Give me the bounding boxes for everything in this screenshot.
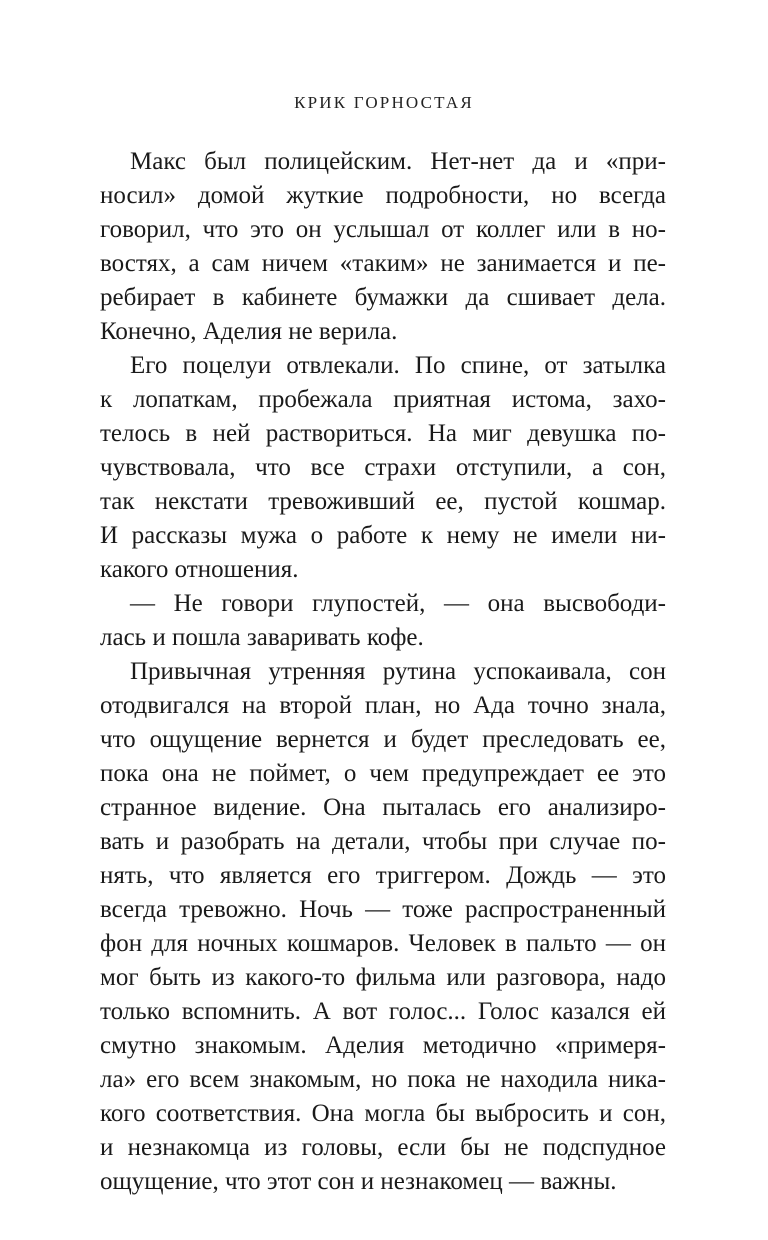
paragraph-1: [100, 145, 666, 349]
text-line: ребирает в кабинете бумажки да сшивает дела.: [100, 284, 666, 311]
text-line: мог быть из какого-то фильма или разговора, надо: [100, 964, 666, 991]
text-line: что ощущение вернется и будет преследовать ее,: [100, 726, 666, 753]
text-line: востях, а сам ничем «таким» не занимается и пе-: [100, 250, 666, 277]
text-line: носил» домой жуткие подробности, но всегда: [100, 182, 666, 209]
text-line: — Не говори глупостей, — она высвободи-: [130, 590, 666, 617]
text-line: Конечно, Аделия не верила.: [100, 318, 398, 345]
text-line: вать и разобрать на детали, чтобы при случае по-: [100, 828, 666, 855]
text-line: ощущение, что этот сон и незнакомец — важны.: [100, 1168, 617, 1195]
text-line: странное видение. Она пыталась его анализиро-: [100, 794, 666, 821]
text-line: телось в ней раствориться. На миг девушка по-: [100, 420, 666, 447]
text-line: Привычная утренняя рутина успокаивала, сон: [130, 658, 666, 685]
text-line: только вспомнить. А вот голос... Голос казался ей: [100, 998, 666, 1025]
text-line: пока она не поймет, о чем предупреждает ее это: [100, 760, 666, 787]
paragraph-3: [100, 587, 666, 655]
text-line: всегда тревожно. Ночь — тоже распространенный: [100, 896, 666, 923]
body-text: [100, 145, 666, 1199]
text-line: нять, что является его триггером. Дождь — это: [100, 862, 666, 889]
text-line: И рассказы мужа о работе к нему не имели ни-: [100, 522, 666, 549]
running-head: КРИК ГОРНОСТАЯ: [294, 93, 474, 112]
text-line: фон для ночных кошмаров. Человек в пальто — он: [100, 930, 666, 957]
text-line: и незнакомца из головы, если бы не подспудное: [100, 1134, 666, 1161]
text-line: чувствовала, что все страхи отступили, а сон,: [100, 454, 666, 481]
text-line: кого соответствия. Она могла бы выбросить и сон,: [100, 1100, 666, 1127]
text-line: говорил, что это он услышал от коллег или в но-: [100, 216, 666, 243]
text-line: к лопаткам, пробежала приятная истома, захо-: [100, 386, 666, 413]
text-line: ла» его всем знакомым, но пока не находила ника-: [100, 1066, 666, 1093]
text-line: Его поцелуи отвлекали. По спине, от затылка: [130, 352, 666, 379]
text-line: Макс был полицейским. Нет-нет да и «при-: [130, 148, 666, 175]
paragraph-2: [100, 349, 666, 587]
text-line: отодвигался на второй план, но Ада точно знала,: [100, 692, 666, 719]
text-line: какого отношения.: [100, 556, 299, 583]
text-line: смутно знакомым. Аделия методично «примеря-: [100, 1032, 666, 1059]
text-line: лась и пошла заваривать кофе.: [100, 624, 424, 651]
text-line: так некстати тревоживший ее, пустой кошмар.: [100, 488, 666, 515]
paragraph-4: [100, 655, 666, 1199]
